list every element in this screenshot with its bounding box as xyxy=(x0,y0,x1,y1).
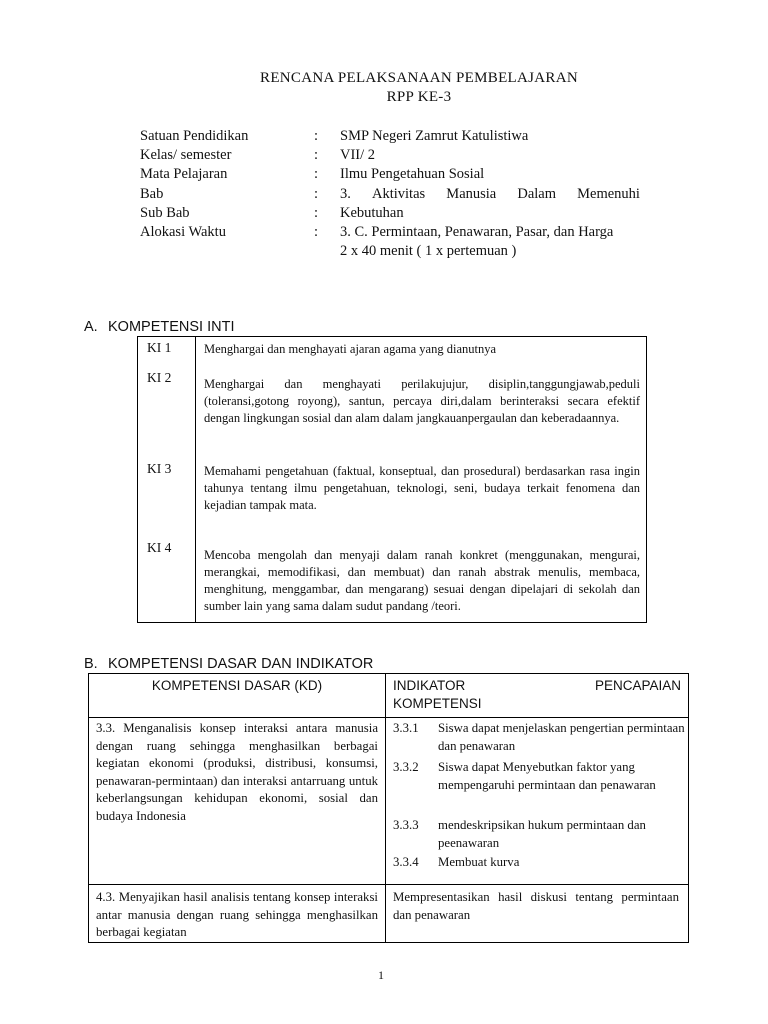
table-divider xyxy=(89,717,688,718)
ki-text: Menghargai dan menghayati perilakujujur, disiplin,tanggungjawab,peduli (toleransi,gotong royong), santun, percaya diri,dalam berinteraksi secara efektif dengan lingkungan sosial dan alam dalam jangkauanpergaulan dan keberadaannya. xyxy=(204,377,640,425)
section-title: KOMPETENSI INTI xyxy=(108,319,235,335)
identity-colon: : xyxy=(314,166,319,183)
indikator-header: INDIKATOR xyxy=(393,678,466,693)
ki-code: KI 2 xyxy=(147,370,172,385)
ki-text: Menghargai dan menghayati ajaran agama yang dianutnya xyxy=(204,342,497,356)
table-divider xyxy=(89,884,688,885)
bab-word: 3. xyxy=(340,185,351,202)
identity-colon: : xyxy=(314,147,319,164)
identity-value: VII/ 2 xyxy=(340,147,376,164)
section-title: KOMPETENSI DASAR DAN INDIKATOR xyxy=(108,656,374,672)
kd-table xyxy=(88,673,689,943)
ki-text: Mencoba mengolah dan menyaji dalam ranah konkret (menggunakan, mengurai, merangkai, memodifikasi, dan membuat) dan ranah abstrak menulis, membaca, menghitung, menggambar, dan mengarang) sesuai dengan dipelajari di sekolah dan sumber lain yang sama dalam sudut pandang /teori. xyxy=(204,548,640,613)
identity-row xyxy=(140,165,640,184)
section-heading-kompetensi-dasar xyxy=(84,656,373,672)
ki-code: KI 4 xyxy=(147,540,172,555)
bab-word: Aktivitas xyxy=(372,185,426,202)
ki-table xyxy=(137,336,647,623)
identity-value: Kebutuhan xyxy=(340,204,404,221)
kd-header: KOMPETENSI DASAR (KD) xyxy=(151,678,323,693)
identity-colon: : xyxy=(314,185,319,202)
identity-label: Mata Pelajaran xyxy=(140,166,228,183)
kd-cell: 3.3. Menganalisis konsep interaksi antara manusia dengan ruang sehingga menghasilkan berbagai kegiatan ekonomi (produksi, distribusi, konsumsi, penawaran-permintaan) dan interaksi antarruang untuk keberlangsungan kehidupan ekonomi, sosial dan budaya Indonesia xyxy=(96,721,378,823)
identity-colon: : xyxy=(314,204,319,221)
section-letter: B. xyxy=(84,656,98,672)
identity-value-justified xyxy=(340,185,640,204)
identity-row xyxy=(140,127,640,146)
bab-word: Dalam xyxy=(517,185,557,202)
identity-row xyxy=(140,185,640,204)
indicator-number: 3.3.4 xyxy=(393,855,419,869)
section-heading-kompetensi-inti xyxy=(84,319,235,335)
identity-row xyxy=(140,204,640,223)
identity-row xyxy=(140,223,640,242)
identity-row xyxy=(140,146,640,165)
section-letter: A. xyxy=(84,319,98,335)
document-title: RENCANA PELAKSANAAN PEMBELAJARAN xyxy=(260,70,578,86)
identity-label: Bab xyxy=(140,185,164,202)
ki-code: KI 3 xyxy=(147,461,172,476)
indikator-header: KOMPETENSI xyxy=(393,696,482,711)
identity-value: SMP Negeri Zamrut Katulistiwa xyxy=(340,128,529,144)
identity-row xyxy=(140,242,640,261)
indicator-number: 3.3.1 xyxy=(393,721,419,735)
indicator-text: mendeskripsikan hukum permintaan dan peenawaran xyxy=(438,818,646,850)
identity-colon: : xyxy=(314,224,319,241)
kd-cell: 4.3. Menyajikan hasil analisis tentang konsep interaksi antar manusia dengan ruang sehingga menghasilkan berbagai kegiatan xyxy=(96,890,378,939)
indicator-text: Mempresentasikan hasil diskusi tentang permintaan dan penawaran xyxy=(393,890,679,922)
bab-word: Memenuhi xyxy=(577,185,640,202)
bab-word: Manusia xyxy=(446,185,497,202)
identity-label: Kelas/ semester xyxy=(140,147,232,164)
identity-colon: : xyxy=(314,128,319,144)
ki-text: Memahami pengetahuan (faktual, konseptual, dan prosedural) berdasarkan rasa ingin tahunya tentang ilmu pengetahuan, teknologi, seni, budaya terkait fenomena dan kejadian tampak mata. xyxy=(204,464,640,512)
identity-label: Sub Bab xyxy=(140,204,190,221)
identity-value: 3. C. Permintaan, Penawaran, Pasar, dan Harga xyxy=(340,224,614,241)
ki-code: KI 1 xyxy=(147,340,172,355)
identity-block xyxy=(140,127,640,261)
indicator-number: 3.3.3 xyxy=(393,818,419,832)
identity-value: Ilmu Pengetahuan Sosial xyxy=(340,166,485,183)
indicator-number: 3.3.2 xyxy=(393,760,419,774)
identity-label: Alokasi Waktu xyxy=(140,224,226,241)
indikator-header: PENCAPAIAN xyxy=(594,678,681,693)
indicator-text: Siswa dapat Menyebutkan faktor yang mempengaruhi permintaan dan penawaran xyxy=(438,760,656,792)
page-number: 1 xyxy=(378,968,384,982)
identity-label: Satuan Pendidikan xyxy=(140,128,249,144)
table-divider xyxy=(385,674,386,942)
indicator-text: Membuat kurva xyxy=(438,855,520,869)
indicator-text: Siswa dapat menjelaskan pengertian permintaan dan penawaran xyxy=(438,721,685,753)
identity-value: 2 x 40 menit ( 1 x pertemuan ) xyxy=(340,243,517,260)
table-divider xyxy=(195,337,196,622)
document-subtitle: RPP KE-3 xyxy=(386,89,452,105)
